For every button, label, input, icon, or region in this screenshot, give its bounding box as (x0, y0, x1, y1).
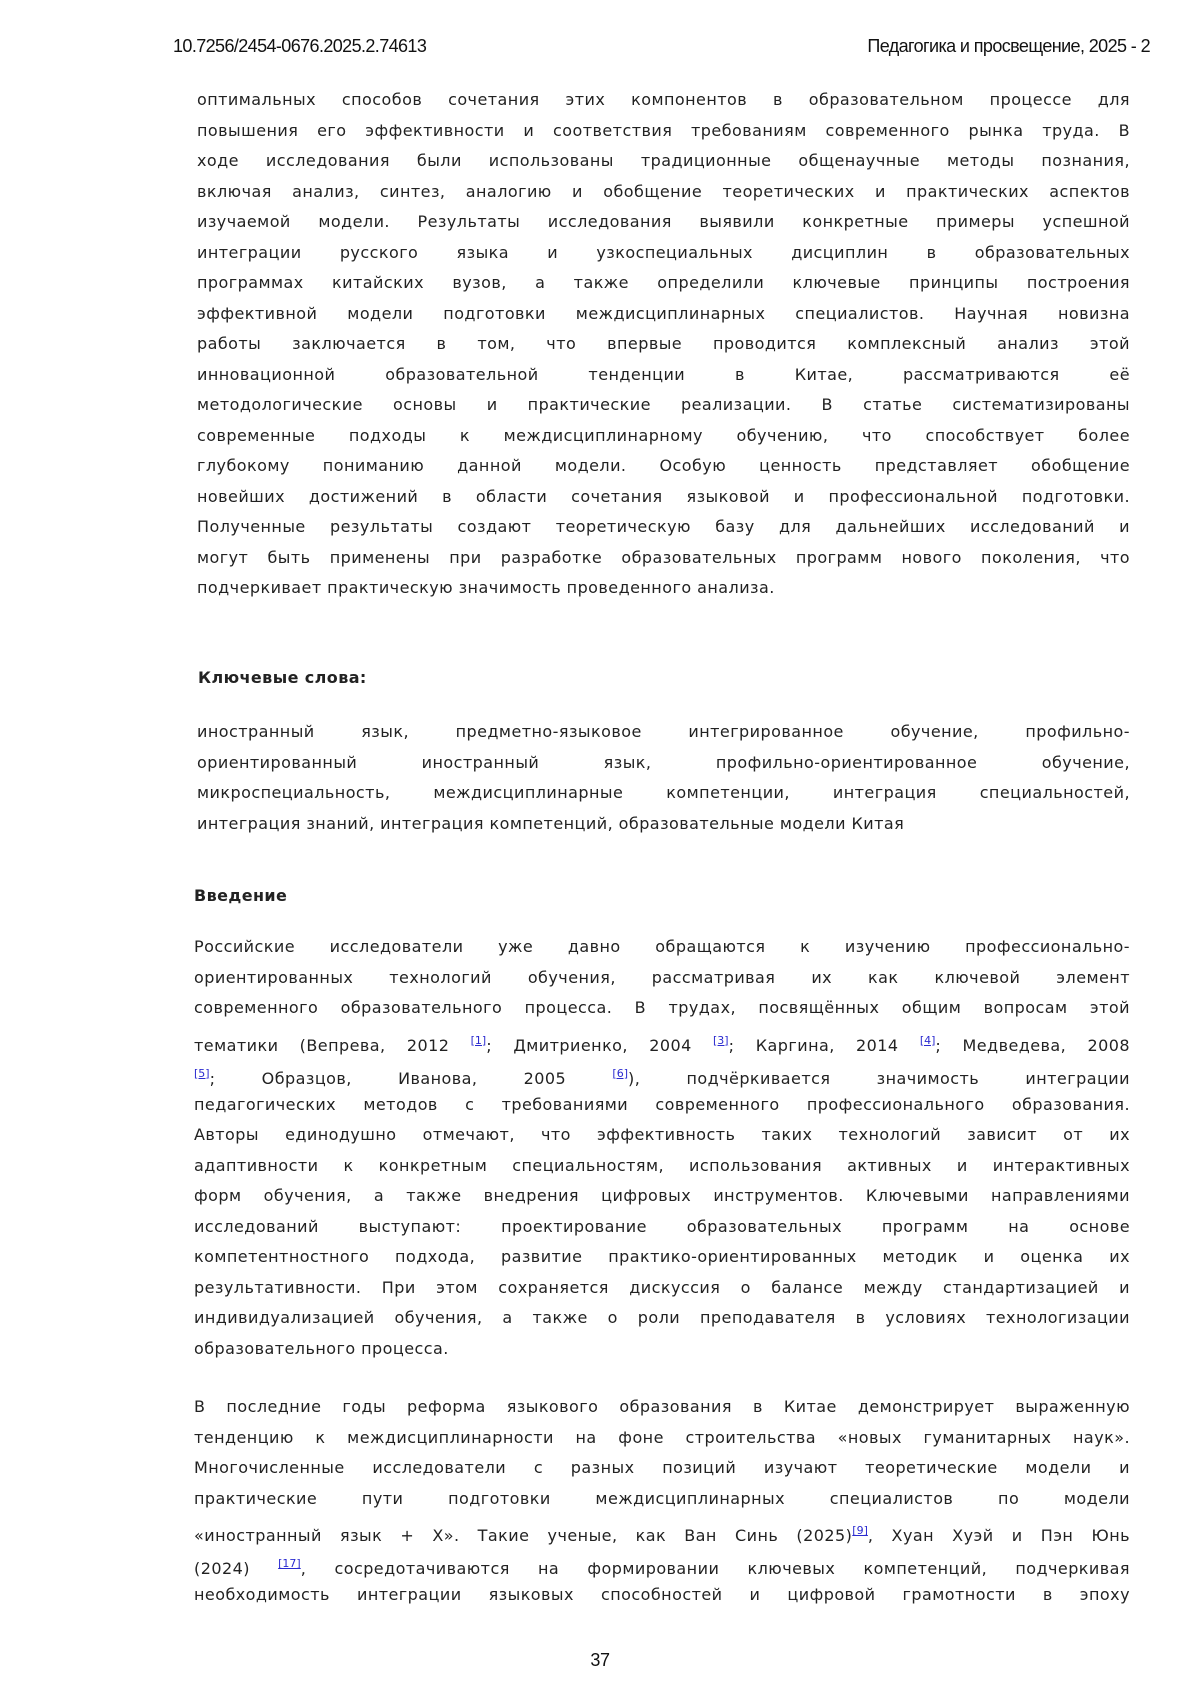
text-segment: ; Медведева, 2008 (935, 1036, 1130, 1055)
text-line: методологические основы и практические реализации. В статье систематизированы (197, 390, 1130, 421)
journal-title: Педагогика и просвещение, 2025 - 2 (867, 36, 1150, 57)
text-line (194, 1057, 1130, 1090)
keywords-heading: Ключевые слова: (198, 668, 367, 687)
text-segment: «иностранный язык + Х». Такие ученые, как Ван Синь (2025) (194, 1526, 852, 1545)
text-line: повышения его эффективности и соответствия требованиям современного рынка труда. В (197, 116, 1130, 147)
citation-link[interactable]: [5] (194, 1067, 210, 1080)
text-line: педагогических методов с требованиями современного профессионального образования. (194, 1090, 1130, 1121)
text-line: иностранный язык, предметно-языковое интегрированное обучение, профильно- (197, 717, 1130, 748)
text-line: изучаемой модели. Результаты исследования выявили конкретные примеры успешной (197, 207, 1130, 238)
text-line: индивидуализацией обучения, а также о роли преподавателя в условиях технологизации (194, 1303, 1130, 1334)
text-line: ходе исследования были использованы традиционные общенаучные методы познания, (197, 146, 1130, 177)
text-line: могут быть применены при разработке образовательных программ нового поколения, что (197, 543, 1130, 574)
abstract-text (197, 85, 1130, 604)
text-line: тенденцию к междисциплинарности на фоне строительства «новых гуманитарных наук». (194, 1423, 1130, 1454)
text-line: ориентированных технологий обучения, рассматривая их как ключевой элемент (194, 963, 1130, 994)
text-line: результативности. При этом сохраняется дискуссия о балансе между стандартизацией и (194, 1273, 1130, 1304)
text-line: программах китайских вузов, а также определили ключевые принципы построения (197, 268, 1130, 299)
text-segment: ; Каргина, 2014 (729, 1036, 920, 1055)
introduction-heading: Введение (194, 886, 287, 905)
text-line: образовательного процесса. (194, 1334, 1130, 1365)
text-line: современного образовательного процесса. В трудах, посвящённых общим вопросам этой (194, 993, 1130, 1024)
introduction-paragraph (194, 932, 1130, 1364)
text-line: включая анализ, синтез, аналогию и обобщение теоретических и практических аспектов (197, 177, 1130, 208)
text-line: инновационной образовательной тенденции в Китае, рассматриваются её (197, 360, 1130, 391)
citation-link[interactable]: [17] (278, 1557, 301, 1570)
text-segment: ; Дмитриенко, 2004 (486, 1036, 713, 1055)
text-line: Полученные результаты создают теоретическую базу для дальнейших исследований и (197, 512, 1130, 543)
text-line: В последние годы реформа языкового образования в Китае демонстрирует выраженную (194, 1392, 1130, 1423)
text-line: Многочисленные исследователи с разных позиций изучают теоретические модели и (194, 1453, 1130, 1484)
text-segment: ), подчёркивается значимость интеграции (628, 1069, 1130, 1088)
citation-link[interactable]: [9] (852, 1524, 868, 1537)
text-line: компетентностного подхода, развитие практико-ориентированных методик и оценка их (194, 1242, 1130, 1273)
text-line (194, 1024, 1130, 1057)
text-segment: , Хуан Хуэй и Пэн Юнь (868, 1526, 1130, 1545)
text-line (194, 1547, 1130, 1580)
text-line: новейших достижений в области сочетания языковой и профессиональной подготовки. (197, 482, 1130, 513)
text-line: подчеркивает практическую значимость проведенного анализа. (197, 573, 1130, 604)
citation-link[interactable]: [4] (920, 1034, 936, 1047)
text-segment: (2024) (194, 1559, 278, 1578)
text-line: современные подходы к междисциплинарному обучению, что способствует более (197, 421, 1130, 452)
text-line: глубокому пониманию данной модели. Особую ценность представляет обобщение (197, 451, 1130, 482)
keywords-list (197, 717, 1130, 839)
text-line: необходимость интеграции языковых способностей и цифровой грамотности в эпоху (194, 1580, 1130, 1611)
citation-link[interactable]: [3] (713, 1034, 729, 1047)
text-line: практические пути подготовки междисциплинарных специалистов по модели (194, 1484, 1130, 1515)
text-line: микроспециальность, междисциплинарные компетенции, интеграция специальностей, (197, 778, 1130, 809)
text-segment: тематики (Вепрева, 2012 (194, 1036, 471, 1055)
text-line: эффективной модели подготовки междисциплинарных специалистов. Научная новизна (197, 299, 1130, 330)
text-line: адаптивности к конкретным специальностям, использования активных и интерактивных (194, 1151, 1130, 1182)
doi: 10.7256/2454-0676.2025.2.74613 (173, 36, 426, 57)
introduction-paragraph-2 (194, 1392, 1130, 1611)
text-segment: , сосредотачиваются на формировании ключевых компетенций, подчеркивая (301, 1559, 1130, 1578)
text-segment: ; Образцов, Иванова, 2005 (210, 1069, 613, 1088)
text-line: Авторы единодушно отмечают, что эффективность таких технологий зависит от их (194, 1120, 1130, 1151)
text-line (194, 1514, 1130, 1547)
text-line: интеграции русского языка и узкоспециальных дисциплин в образовательных (197, 238, 1130, 269)
text-line: форм обучения, а также внедрения цифровых инструментов. Ключевыми направлениями (194, 1181, 1130, 1212)
text-line: Российские исследователи уже давно обращаются к изучению профессионально- (194, 932, 1130, 963)
text-line: интеграция знаний, интеграция компетенций, образовательные модели Китая (197, 809, 1130, 840)
citation-link[interactable]: [6] (612, 1067, 628, 1080)
text-line: исследований выступают: проектирование образовательных программ на основе (194, 1212, 1130, 1243)
text-line: оптимальных способов сочетания этих компонентов в образовательном процессе для (197, 85, 1130, 116)
text-line: работы заключается в том, что впервые проводится комплексный анализ этой (197, 329, 1130, 360)
citation-link[interactable]: [1] (471, 1034, 487, 1047)
page-number: 37 (0, 1650, 1200, 1671)
text-line: ориентированный иностранный язык, профильно-ориентированное обучение, (197, 748, 1130, 779)
